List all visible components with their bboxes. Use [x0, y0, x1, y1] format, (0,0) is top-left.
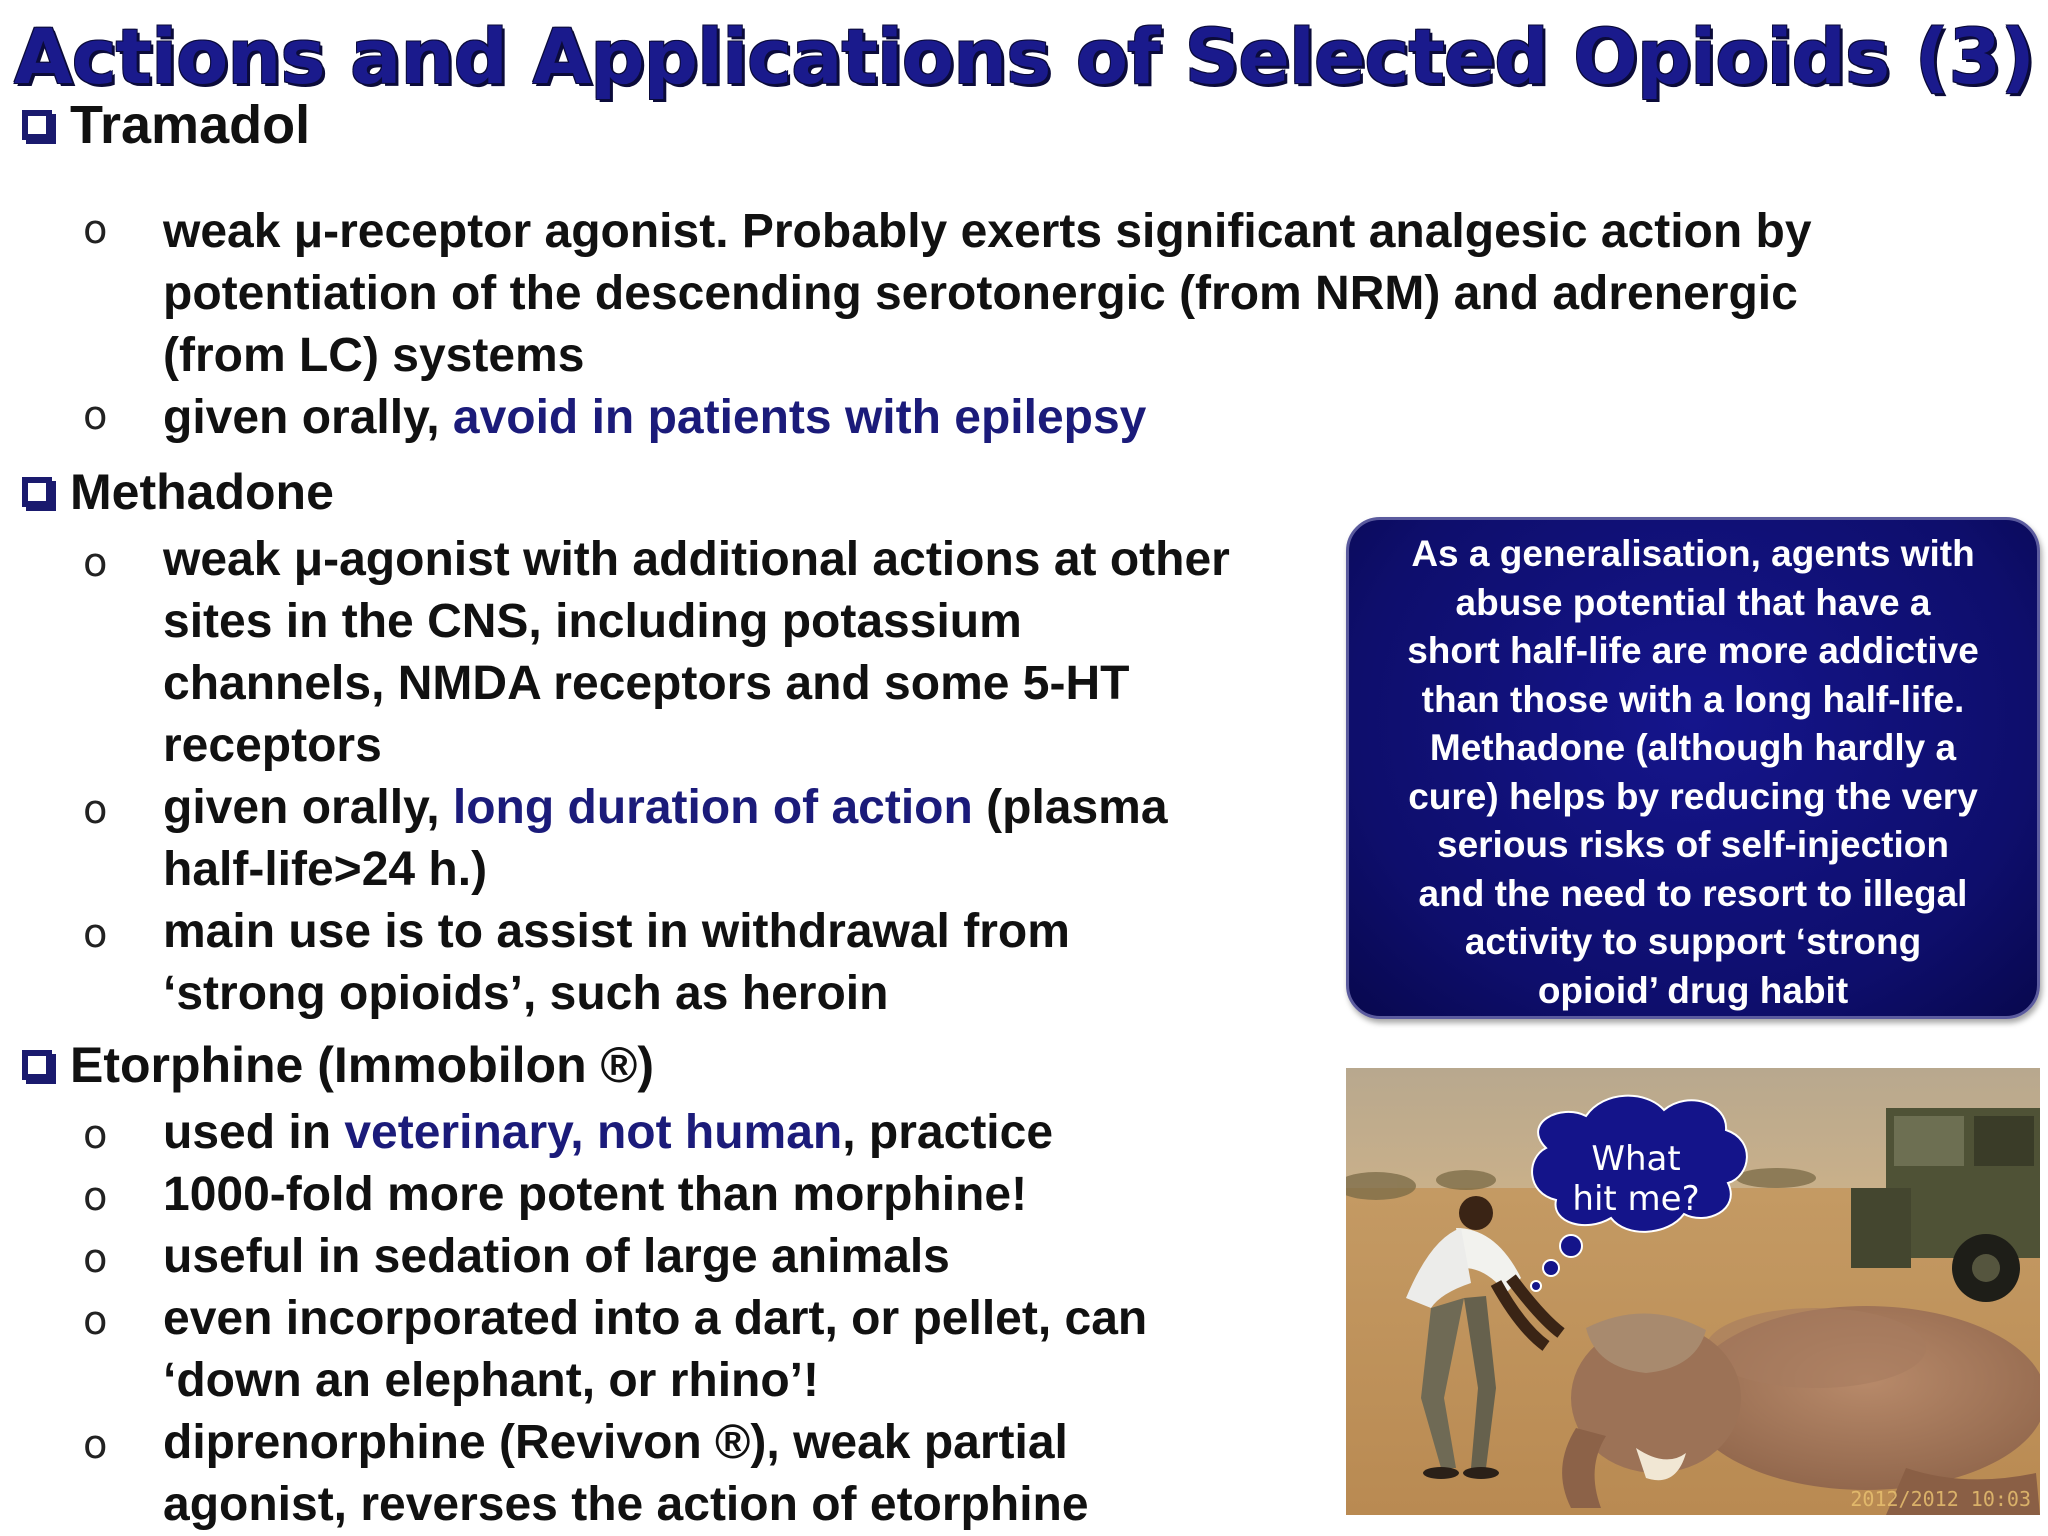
methadone-b2-l1 — [163, 777, 1168, 839]
tramadol-b2-prefix: given orally, — [163, 391, 453, 444]
tramadol-b2 — [163, 387, 1146, 449]
photo-timestamp: 2012/2012 10:03 — [1850, 1487, 2031, 1511]
methadone-b2-highlight: long duration of action — [452, 781, 973, 834]
methadone-b1-l1: weak μ-agonist with additional actions at other — [163, 533, 1230, 586]
methadone-b3-l2: ‘strong opioids’, such as heroin — [163, 967, 889, 1020]
methadone-b1-l3: channels, NMDA receptors and some 5-HT — [163, 657, 1130, 710]
etorphine-b5-l1: diprenorphine (Revivon ®), weak partial — [163, 1416, 1068, 1469]
callout-line: opioid’ drug habit — [1537, 969, 1849, 1011]
etorphine-b3: useful in sedation of large animals — [163, 1230, 950, 1283]
sedated-elephant-photo — [1346, 1068, 2040, 1515]
callout-line: than those with a long half-life. — [1421, 678, 1965, 720]
callout-line: As a generalisation, agents with — [1411, 533, 1975, 574]
callout-line: cure) helps by reducing the very — [1408, 775, 1978, 817]
heading-methadone-label: Methadone — [70, 464, 334, 520]
bullet-marker: o — [83, 911, 108, 957]
methadone-b2-suffix: (plasma — [972, 781, 1168, 834]
methadone-b3-l1: main use is to assist in withdrawal from — [163, 905, 1070, 958]
checkbox-bullet-icon — [22, 1050, 52, 1080]
bubble-line-1: What — [1591, 1139, 1681, 1179]
bullet-marker: o — [83, 1174, 108, 1220]
callout-line: activity to support ‘strong — [1464, 921, 1922, 962]
tramadol-b2-highlight: avoid in patients with epilepsy — [452, 391, 1147, 444]
etorphine-b5-l2: agonist, reverses the action of etorphine — [163, 1478, 1089, 1531]
callout-line: short half-life are more addictive — [1407, 630, 1979, 671]
methadone-b1-l2: sites in the CNS, including potassium — [163, 595, 1022, 648]
heading-etorphine-label: Etorphine (Immobilon ®) — [70, 1037, 655, 1093]
checkbox-bullet-icon — [22, 110, 52, 140]
bullet-marker: o — [83, 540, 108, 586]
callout-line: abuse potential that have a — [1455, 581, 1931, 623]
etorphine-b4-l2: ‘down an elephant, or rhino’! — [163, 1354, 819, 1407]
checkbox-bullet-icon — [22, 477, 52, 507]
etorphine-b1-suffix: , practice — [842, 1106, 1054, 1159]
bullet-marker: o — [83, 787, 108, 833]
heading-methadone — [22, 463, 334, 521]
etorphine-b1-highlight: veterinary, not human — [344, 1106, 843, 1159]
etorphine-b1-prefix: used in — [163, 1106, 345, 1159]
heading-tramadol — [22, 94, 310, 156]
heading-etorphine — [22, 1036, 654, 1094]
callout-line: and the need to resort to illegal — [1418, 872, 1968, 914]
slide-title: Actions and Applications of Selected Opioids (3) — [13, 12, 2035, 101]
etorphine-b4-l1: even incorporated into a dart, or pellet, can — [163, 1292, 1148, 1345]
etorphine-b2: 1000-fold more potent than morphine! — [163, 1168, 1028, 1221]
tramadol-b1-l2: potentiation of the descending serotonergic (from NRM) and adrenergic — [163, 267, 1798, 320]
bullet-marker: o — [83, 1298, 108, 1344]
etorphine-b1 — [163, 1102, 1053, 1164]
callout-line: Methadone (although hardly a — [1429, 727, 1957, 768]
bullet-marker: o — [83, 1422, 108, 1468]
bullet-marker: o — [83, 1236, 108, 1282]
heading-tramadol-label: Tramadol — [70, 95, 311, 155]
bullet-marker: o — [83, 393, 108, 439]
callout-line: serious risks of self-injection — [1437, 824, 1949, 865]
methadone-b2-prefix: given orally, — [163, 781, 453, 834]
tramadol-b1-l3: (from LC) systems — [163, 329, 585, 382]
bullet-marker: o — [83, 1112, 108, 1158]
methadone-b2-l2: half-life>24 h.) — [163, 843, 488, 896]
bullet-marker: o — [83, 207, 108, 253]
methadone-callout-box — [1346, 517, 2040, 1019]
tramadol-b1-l1: weak μ-receptor agonist. Probably exerts significant analgesic action by — [163, 205, 1812, 258]
bubble-line-2: hit me? — [1572, 1179, 1700, 1219]
methadone-b1-l4: receptors — [163, 719, 382, 772]
